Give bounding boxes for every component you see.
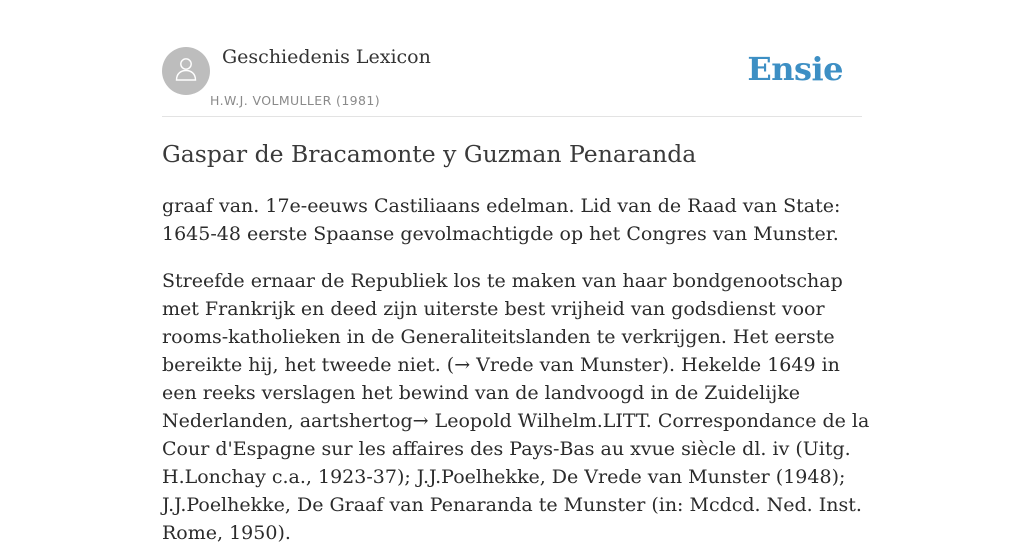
book-author[interactable]: H.W.J. VOLMULLER (1981)	[210, 93, 381, 108]
book-title[interactable]: Geschiedenis Lexicon	[222, 46, 431, 68]
user-icon	[172, 55, 200, 87]
brand-logo[interactable]: Ensie	[747, 50, 843, 88]
entry-paragraph-1: graaf van. 17e-eeuws Castiliaans edelman. Lid van de Raad van State: 1645-48 eerste Spaanse gevolmachtigde op het Congres van Munster.	[162, 195, 841, 245]
avatar[interactable]	[162, 47, 210, 95]
entry-paragraph-2: Streefde ernaar de Republiek los te maken van haar bondgenootschap met Frankrijk en deed zijn uiterste best vrijheid van godsdienst voor rooms-katholieken in de Generaliteitslanden te verkrijgen. Het eerste bereikte hij, het tweede niet. (→ Vrede van Munster). Hekelde 1649 in een reeks verslagen het bewind van de landvoogd in de Zuidelijke Nederlanden, aartshertog→ Leopold Wilhelm.LITT. Correspondance de la Cour d'Espagne sur les affaires des Pays-Bas au xvue siècle dl. iv (Uitg. H.Lonchay c.a., 1923-37); J.J.Poelhekke, De Vrede van Munster (1948); J.J.Poelhekke, De Graaf van Penaranda te Munster (in: Mcdcd. Ned. Inst. Rome, 1950).	[162, 270, 870, 544]
entry-title: Gaspar de Bracamonte y Guzman Penaranda	[162, 140, 697, 168]
page-container	[162, 0, 870, 544]
header	[162, 0, 862, 117]
